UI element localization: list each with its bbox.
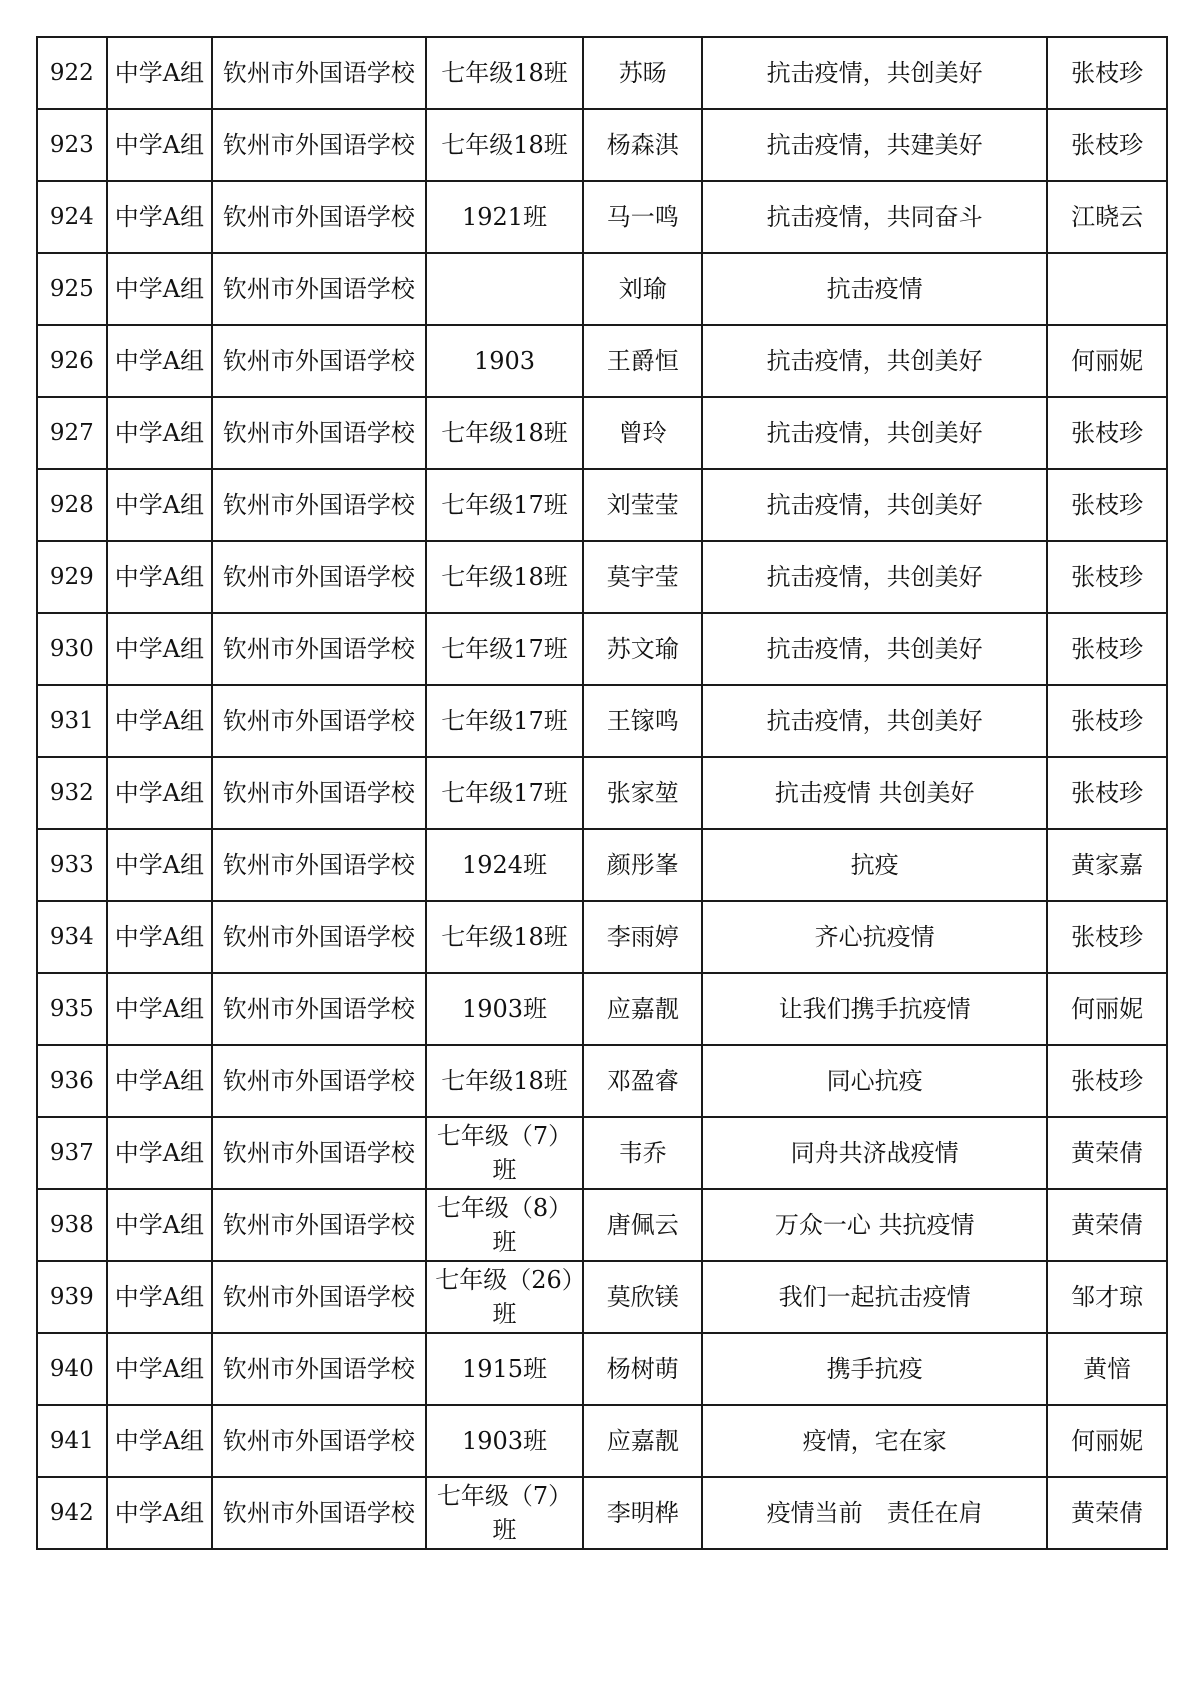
group-cell: 中学A组 — [107, 901, 213, 973]
student-name-cell: 唐佩云 — [583, 1189, 702, 1261]
artwork-title-cell: 抗击疫情，共创美好 — [702, 397, 1047, 469]
student-name-cell: 李明桦 — [583, 1477, 702, 1549]
table-row — [37, 613, 1167, 685]
student-name-cell: 苏文瑜 — [583, 613, 702, 685]
teacher-cell: 黄荣倩 — [1047, 1189, 1167, 1261]
teacher-cell: 张枝珍 — [1047, 901, 1167, 973]
table-row — [37, 325, 1167, 397]
artwork-title-cell: 抗击疫情，共同奋斗 — [702, 181, 1047, 253]
school-cell: 钦州市外国语学校 — [212, 973, 425, 1045]
school-cell: 钦州市外国语学校 — [212, 253, 425, 325]
entry-number-cell: 941 — [37, 1405, 107, 1477]
school-cell: 钦州市外国语学校 — [212, 1333, 425, 1405]
entry-number-cell: 935 — [37, 973, 107, 1045]
class-cell: 1915班 — [426, 1333, 584, 1405]
entry-number-cell: 922 — [37, 37, 107, 109]
entry-number-cell: 938 — [37, 1189, 107, 1261]
group-cell: 中学A组 — [107, 1477, 213, 1549]
teacher-cell: 张枝珍 — [1047, 37, 1167, 109]
entry-number-cell: 931 — [37, 685, 107, 757]
entry-number-cell: 929 — [37, 541, 107, 613]
group-cell: 中学A组 — [107, 469, 213, 541]
group-cell: 中学A组 — [107, 37, 213, 109]
group-cell: 中学A组 — [107, 253, 213, 325]
group-cell: 中学A组 — [107, 1333, 213, 1405]
class-cell: 1924班 — [426, 829, 584, 901]
teacher-cell: 张枝珍 — [1047, 685, 1167, 757]
teacher-cell: 何丽妮 — [1047, 1405, 1167, 1477]
artwork-title-cell: 万众一心 共抗疫情 — [702, 1189, 1047, 1261]
group-cell: 中学A组 — [107, 181, 213, 253]
school-cell: 钦州市外国语学校 — [212, 469, 425, 541]
group-cell: 中学A组 — [107, 1045, 213, 1117]
class-cell: 七年级18班 — [426, 1045, 584, 1117]
class-cell: 1903 — [426, 325, 584, 397]
student-name-cell: 颜彤峯 — [583, 829, 702, 901]
class-cell: 七年级18班 — [426, 397, 584, 469]
group-cell: 中学A组 — [107, 1405, 213, 1477]
artwork-title-cell: 疫情，宅在家 — [702, 1405, 1047, 1477]
entry-number-cell: 926 — [37, 325, 107, 397]
entry-number-cell: 927 — [37, 397, 107, 469]
school-cell: 钦州市外国语学校 — [212, 397, 425, 469]
student-name-cell: 杨森淇 — [583, 109, 702, 181]
teacher-cell: 张枝珍 — [1047, 109, 1167, 181]
table-row — [37, 829, 1167, 901]
class-cell: 七年级17班 — [426, 685, 584, 757]
school-cell: 钦州市外国语学校 — [212, 613, 425, 685]
class-cell: 七年级18班 — [426, 109, 584, 181]
teacher-cell: 黄家嘉 — [1047, 829, 1167, 901]
artwork-title-cell: 抗疫 — [702, 829, 1047, 901]
school-cell: 钦州市外国语学校 — [212, 1405, 425, 1477]
student-name-cell: 李雨婷 — [583, 901, 702, 973]
group-cell: 中学A组 — [107, 685, 213, 757]
class-cell — [426, 253, 584, 325]
teacher-cell: 江晓云 — [1047, 181, 1167, 253]
group-cell: 中学A组 — [107, 757, 213, 829]
artwork-title-cell: 同舟共济战疫情 — [702, 1117, 1047, 1189]
teacher-cell: 黄愔 — [1047, 1333, 1167, 1405]
entry-number-cell: 940 — [37, 1333, 107, 1405]
school-cell: 钦州市外国语学校 — [212, 901, 425, 973]
artwork-title-cell: 疫情当前 责任在肩 — [702, 1477, 1047, 1549]
class-cell: 1903班 — [426, 973, 584, 1045]
group-cell: 中学A组 — [107, 1189, 213, 1261]
group-cell: 中学A组 — [107, 541, 213, 613]
artwork-title-cell: 抗击疫情，共建美好 — [702, 109, 1047, 181]
artwork-title-cell: 抗击疫情，共创美好 — [702, 325, 1047, 397]
table-row — [37, 109, 1167, 181]
table-row — [37, 541, 1167, 613]
teacher-cell: 黄荣倩 — [1047, 1117, 1167, 1189]
artwork-title-cell: 我们一起抗击疫情 — [702, 1261, 1047, 1333]
teacher-cell — [1047, 253, 1167, 325]
teacher-cell: 张枝珍 — [1047, 757, 1167, 829]
table-row — [37, 469, 1167, 541]
student-name-cell: 刘莹莹 — [583, 469, 702, 541]
class-cell: 七年级17班 — [426, 469, 584, 541]
teacher-cell: 何丽妮 — [1047, 325, 1167, 397]
table-row — [37, 181, 1167, 253]
entry-number-cell: 939 — [37, 1261, 107, 1333]
group-cell: 中学A组 — [107, 973, 213, 1045]
entry-number-cell: 933 — [37, 829, 107, 901]
group-cell: 中学A组 — [107, 829, 213, 901]
teacher-cell: 邹才琼 — [1047, 1261, 1167, 1333]
class-cell: 七年级17班 — [426, 613, 584, 685]
artwork-title-cell: 让我们携手抗疫情 — [702, 973, 1047, 1045]
school-cell: 钦州市外国语学校 — [212, 1045, 425, 1117]
class-cell: 1903班 — [426, 1405, 584, 1477]
student-name-cell: 应嘉靓 — [583, 973, 702, 1045]
table-row — [37, 1405, 1167, 1477]
student-name-cell: 韦乔 — [583, 1117, 702, 1189]
table-row — [37, 1045, 1167, 1117]
artwork-title-cell: 抗击疫情 共创美好 — [702, 757, 1047, 829]
table-row — [37, 397, 1167, 469]
artwork-title-cell: 同心抗疫 — [702, 1045, 1047, 1117]
group-cell: 中学A组 — [107, 325, 213, 397]
entry-number-cell: 923 — [37, 109, 107, 181]
school-cell: 钦州市外国语学校 — [212, 1189, 425, 1261]
table-row — [37, 1117, 1167, 1189]
entry-number-cell: 925 — [37, 253, 107, 325]
teacher-cell: 张枝珍 — [1047, 469, 1167, 541]
artwork-title-cell: 抗击疫情，共创美好 — [702, 469, 1047, 541]
class-cell: 七年级（26）班 — [426, 1261, 584, 1333]
artwork-title-cell: 抗击疫情，共创美好 — [702, 37, 1047, 109]
student-name-cell: 邓盈睿 — [583, 1045, 702, 1117]
teacher-cell: 张枝珍 — [1047, 613, 1167, 685]
artwork-title-cell: 抗击疫情，共创美好 — [702, 685, 1047, 757]
entry-number-cell: 936 — [37, 1045, 107, 1117]
table-row — [37, 757, 1167, 829]
table-row — [37, 1477, 1167, 1549]
class-cell: 七年级18班 — [426, 37, 584, 109]
artwork-title-cell: 抗击疫情 — [702, 253, 1047, 325]
teacher-cell: 张枝珍 — [1047, 541, 1167, 613]
group-cell: 中学A组 — [107, 397, 213, 469]
class-cell: 七年级（7）班 — [426, 1477, 584, 1549]
table-row — [37, 1333, 1167, 1405]
student-name-cell: 刘瑜 — [583, 253, 702, 325]
school-cell: 钦州市外国语学校 — [212, 37, 425, 109]
student-name-cell: 王爵恒 — [583, 325, 702, 397]
entry-number-cell: 934 — [37, 901, 107, 973]
entry-number-cell: 942 — [37, 1477, 107, 1549]
school-cell: 钦州市外国语学校 — [212, 1117, 425, 1189]
entry-number-cell: 937 — [37, 1117, 107, 1189]
school-cell: 钦州市外国语学校 — [212, 1261, 425, 1333]
table-row — [37, 973, 1167, 1045]
school-cell: 钦州市外国语学校 — [212, 757, 425, 829]
school-cell: 钦州市外国语学校 — [212, 109, 425, 181]
class-cell: 1921班 — [426, 181, 584, 253]
artwork-title-cell: 齐心抗疫情 — [702, 901, 1047, 973]
student-name-cell: 苏旸 — [583, 37, 702, 109]
student-name-cell: 马一鸣 — [583, 181, 702, 253]
entry-number-cell: 924 — [37, 181, 107, 253]
table-row — [37, 1189, 1167, 1261]
table-body — [37, 37, 1167, 1549]
entries-table — [36, 36, 1168, 1550]
student-name-cell: 杨树萌 — [583, 1333, 702, 1405]
class-cell: 七年级（7）班 — [426, 1117, 584, 1189]
school-cell: 钦州市外国语学校 — [212, 829, 425, 901]
school-cell: 钦州市外国语学校 — [212, 685, 425, 757]
table-row — [37, 253, 1167, 325]
group-cell: 中学A组 — [107, 109, 213, 181]
student-name-cell: 张家堃 — [583, 757, 702, 829]
table-row — [37, 901, 1167, 973]
student-name-cell: 莫欣镁 — [583, 1261, 702, 1333]
group-cell: 中学A组 — [107, 1261, 213, 1333]
entry-number-cell: 928 — [37, 469, 107, 541]
school-cell: 钦州市外国语学校 — [212, 541, 425, 613]
entry-number-cell: 932 — [37, 757, 107, 829]
teacher-cell: 张枝珍 — [1047, 1045, 1167, 1117]
group-cell: 中学A组 — [107, 613, 213, 685]
artwork-title-cell: 抗击疫情，共创美好 — [702, 613, 1047, 685]
class-cell: 七年级18班 — [426, 541, 584, 613]
teacher-cell: 黄荣倩 — [1047, 1477, 1167, 1549]
school-cell: 钦州市外国语学校 — [212, 1477, 425, 1549]
student-name-cell: 应嘉靓 — [583, 1405, 702, 1477]
table-row — [37, 1261, 1167, 1333]
school-cell: 钦州市外国语学校 — [212, 181, 425, 253]
teacher-cell: 张枝珍 — [1047, 397, 1167, 469]
artwork-title-cell: 携手抗疫 — [702, 1333, 1047, 1405]
student-name-cell: 莫宇莹 — [583, 541, 702, 613]
entry-number-cell: 930 — [37, 613, 107, 685]
class-cell: 七年级18班 — [426, 901, 584, 973]
group-cell: 中学A组 — [107, 1117, 213, 1189]
class-cell: 七年级（8）班 — [426, 1189, 584, 1261]
class-cell: 七年级17班 — [426, 757, 584, 829]
student-name-cell: 王镓鸣 — [583, 685, 702, 757]
school-cell: 钦州市外国语学校 — [212, 325, 425, 397]
teacher-cell: 何丽妮 — [1047, 973, 1167, 1045]
table-row — [37, 685, 1167, 757]
table-row — [37, 37, 1167, 109]
student-name-cell: 曾玲 — [583, 397, 702, 469]
artwork-title-cell: 抗击疫情，共创美好 — [702, 541, 1047, 613]
